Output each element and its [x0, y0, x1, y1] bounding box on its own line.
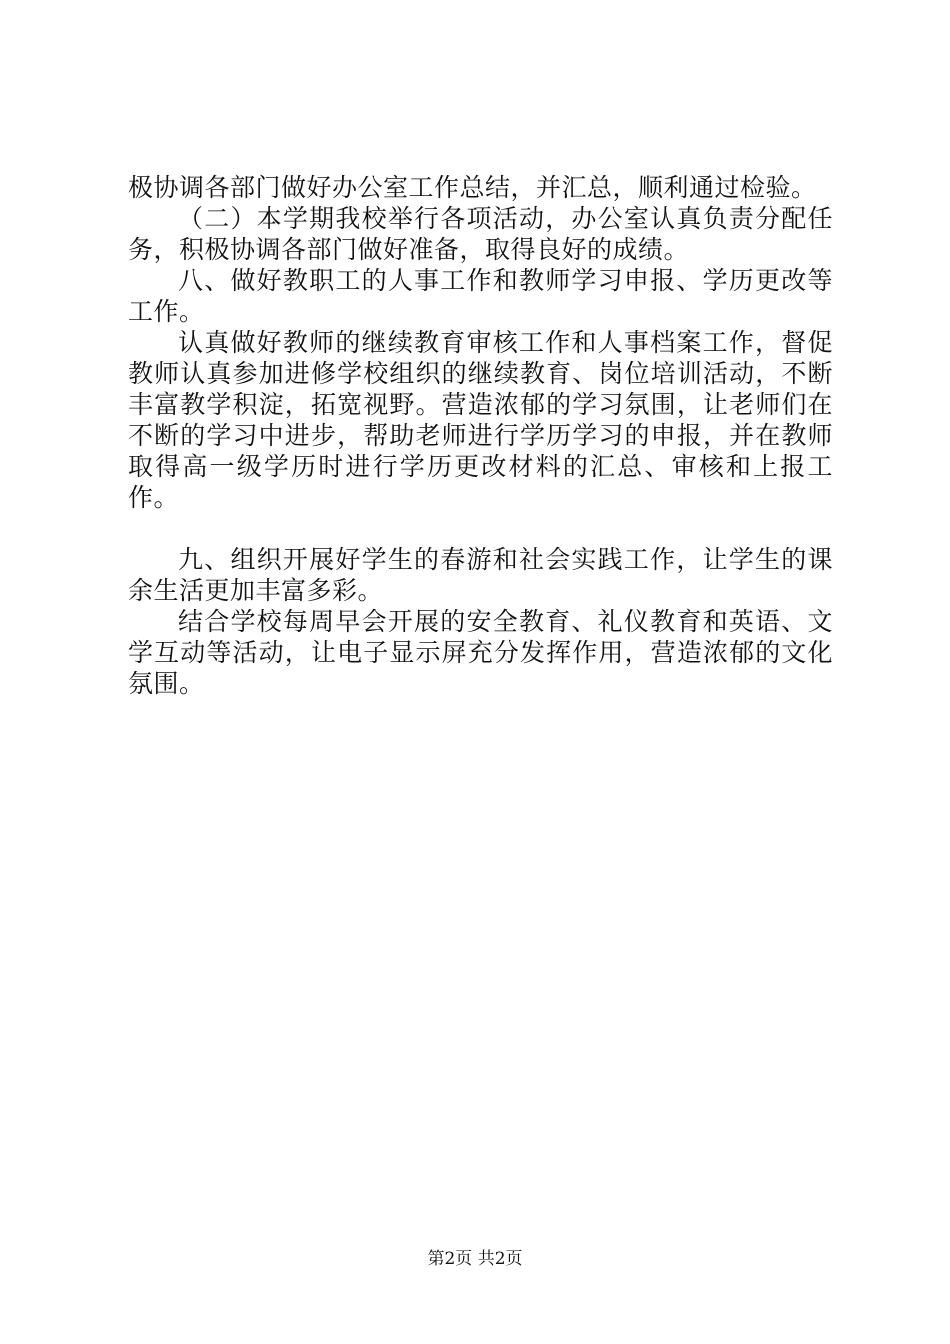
- section-heading-eight: 八、做好教职工的人事工作和教师学习申报、学历更改等工作。: [128, 266, 833, 326]
- paragraph-morning-assembly: 结合学校每周早会开展的安全教育、礼仪教育和英语、文学互动等活动，让电子显示屏充分发挥作用，营造浓郁的文化氛围。: [128, 607, 833, 698]
- section-heading-nine: 九、组织开展好学生的春游和社会实践工作，让学生的课余生活更加丰富多彩。: [128, 545, 833, 605]
- paragraph-activities: （二）本学期我校举行各项活动，办公室认真负责分配任务，积极协调各部门做好准备，取得良好的成绩。: [128, 204, 833, 264]
- document-body: [128, 172, 833, 699]
- paragraph-continuing-education: 认真做好教师的继续教育审核工作和人事档案工作，督促教师认真参加进修学校组织的继续教育、岗位培训活动，不断丰富教学积淀，拓宽视野。营造浓郁的学习氛围，让老师们在不断的学习中进步，帮助老师进行学历学习的申报，并在教师取得高一级学历时进行学历更改材料的汇总、审核和上报工作。: [128, 328, 833, 512]
- paragraph-continuation: 极协调各部门做好办公室工作总结，并汇总，顺利通过检验。: [128, 173, 817, 202]
- page-number: 第2页 共2页: [427, 1249, 523, 1269]
- page-footer: [0, 1244, 950, 1269]
